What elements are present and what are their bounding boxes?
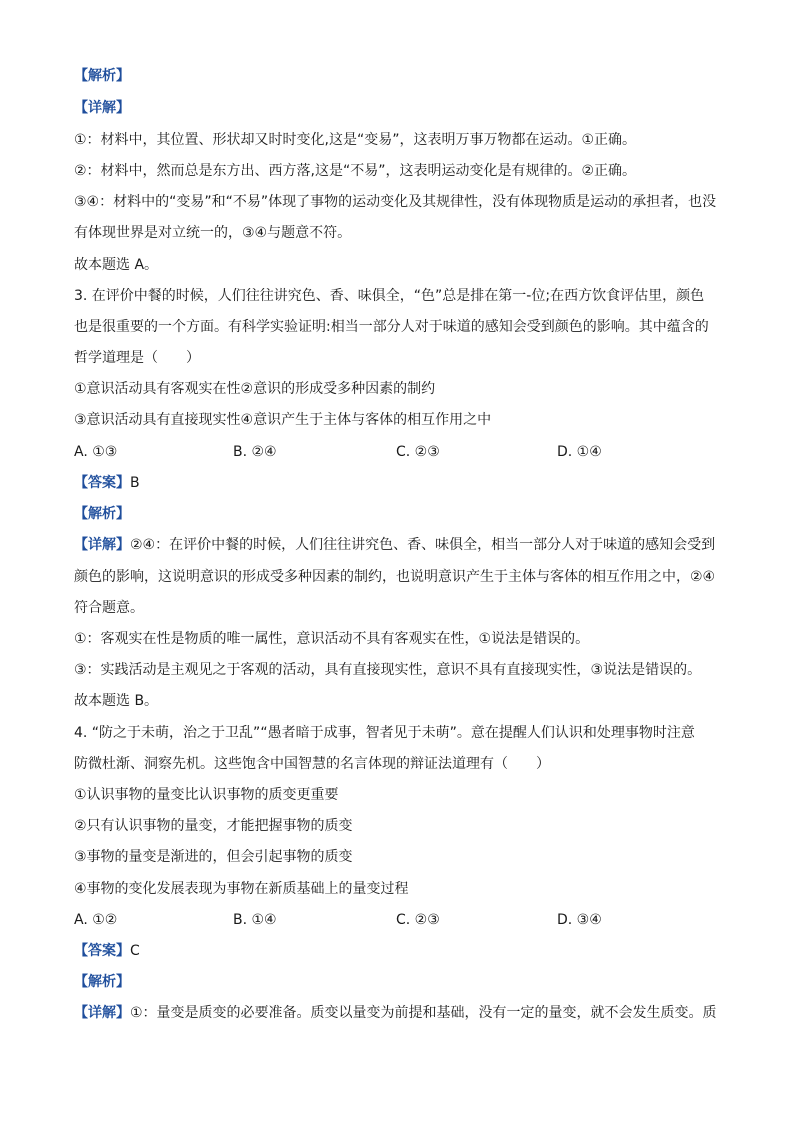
question-3-option-d: D. ①④ — [557, 444, 602, 460]
question-4-option-a: A. ①② — [74, 912, 118, 928]
detail-tag: 【详解】 — [74, 1005, 130, 1021]
question-4-stem: 4. “防之于未萌，治之于卫乱”“愚者暗于成事，智者见于未萌”。意在提醒人们认识和处理事物时注意 — [74, 725, 695, 741]
paragraph: 符合题意。 — [74, 600, 144, 616]
paragraph: ③：实践活动是主观见之于客观的活动，具有直接现实性，意识不具有直接现实性，③说法是错误的。 — [74, 662, 702, 678]
question-4-option-d: D. ③④ — [557, 912, 602, 928]
paragraph: 故本题选 A。 — [74, 257, 159, 273]
analysis-tag: 【解析】 — [74, 506, 130, 522]
question-4-option-c: C. ②③ — [396, 912, 440, 928]
question-4-stem: 防微杜渐、洞察先机。这些饱含中国智慧的名言体现的辩证法道理有（ ） — [74, 756, 550, 772]
question-4-statement: ④事物的变化发展表现为事物在新质基础上的量变过程 — [74, 881, 409, 897]
question-3-option-a: A. ①③ — [74, 444, 118, 460]
answer-tag: 【答案】 — [74, 943, 130, 959]
paragraph: ①：材料中，其位置、形状却又时时变化,这是“变易”，这表明万事万物都在运动。①正确。 — [74, 132, 637, 148]
question-4-statement: ③事物的量变是渐进的，但会引起事物的质变 — [74, 849, 353, 865]
answer-value: B — [130, 475, 140, 491]
question-3-stem: 3. 在评价中餐的时候，人们往往讲究色、香、味俱全，“色”总是排在第一-位;在西方饮食评估里，颜色 — [74, 288, 705, 304]
detail-tag: 【详解】 — [74, 537, 130, 553]
paragraph: ①：量变是质变的必要准备。质变以量变为前提和基础，没有一定的量变，就不会发生质变。质 — [130, 1005, 717, 1021]
answer-tag: 【答案】 — [74, 475, 130, 491]
question-4-option-b: B. ①④ — [233, 912, 277, 928]
paragraph: ②：材料中，然而总是东方出、西方落,这是“不易”，这表明运动变化是有规律的。②正确。 — [74, 163, 637, 179]
detail-tag: 【详解】 — [74, 100, 130, 116]
paragraph: 有体现世界是对立统一的，③④与题意不符。 — [74, 225, 352, 241]
paragraph: 故本题选 B。 — [74, 693, 159, 709]
question-3-statement: ①意识活动具有客观实在性②意识的形成受多种因素的制约 — [74, 381, 436, 397]
answer-line — [74, 941, 140, 961]
question-3-stem: 也是很重要的一个方面。有科学实验证明:相当一部分人对于味道的感知会受到颜色的影响。其中蕴含的 — [74, 319, 709, 335]
paragraph: ②④：在评价中餐的时候，人们往往讲究色、香、味俱全，相当一部分人对于味道的感知会受到 — [130, 537, 716, 553]
question-3-statement: ③意识活动具有直接现实性④意识产生于主体与客体的相互作用之中 — [74, 412, 492, 428]
question-4-statement: ②只有认识事物的量变，才能把握事物的质变 — [74, 818, 353, 834]
question-3-option-c: C. ②③ — [396, 444, 440, 460]
question-4-statement: ①认识事物的量变比认识事物的质变更重要 — [74, 787, 339, 803]
analysis-tag: 【解析】 — [74, 974, 130, 990]
detail-line — [74, 1003, 717, 1023]
question-3-stem: 哲学道理是（ ） — [74, 350, 200, 366]
detail-line — [74, 535, 715, 555]
analysis-tag: 【解析】 — [74, 68, 130, 84]
paragraph: ③④：材料中的“变易”和“不易”体现了事物的运动变化及其规律性，没有体现物质是运动的承担者，也没 — [74, 194, 717, 210]
answer-line — [74, 473, 140, 493]
question-3-option-b: B. ②④ — [233, 444, 277, 460]
paragraph: 颜色的影响，这说明意识的形成受多种因素的制约，也说明意识产生于主体与客体的相互作用之中，②④ — [74, 569, 716, 585]
paragraph: ①：客观实在性是物质的唯一属性，意识活动不具有客观实在性，①说法是错误的。 — [74, 631, 590, 647]
answer-value: C — [130, 943, 140, 959]
